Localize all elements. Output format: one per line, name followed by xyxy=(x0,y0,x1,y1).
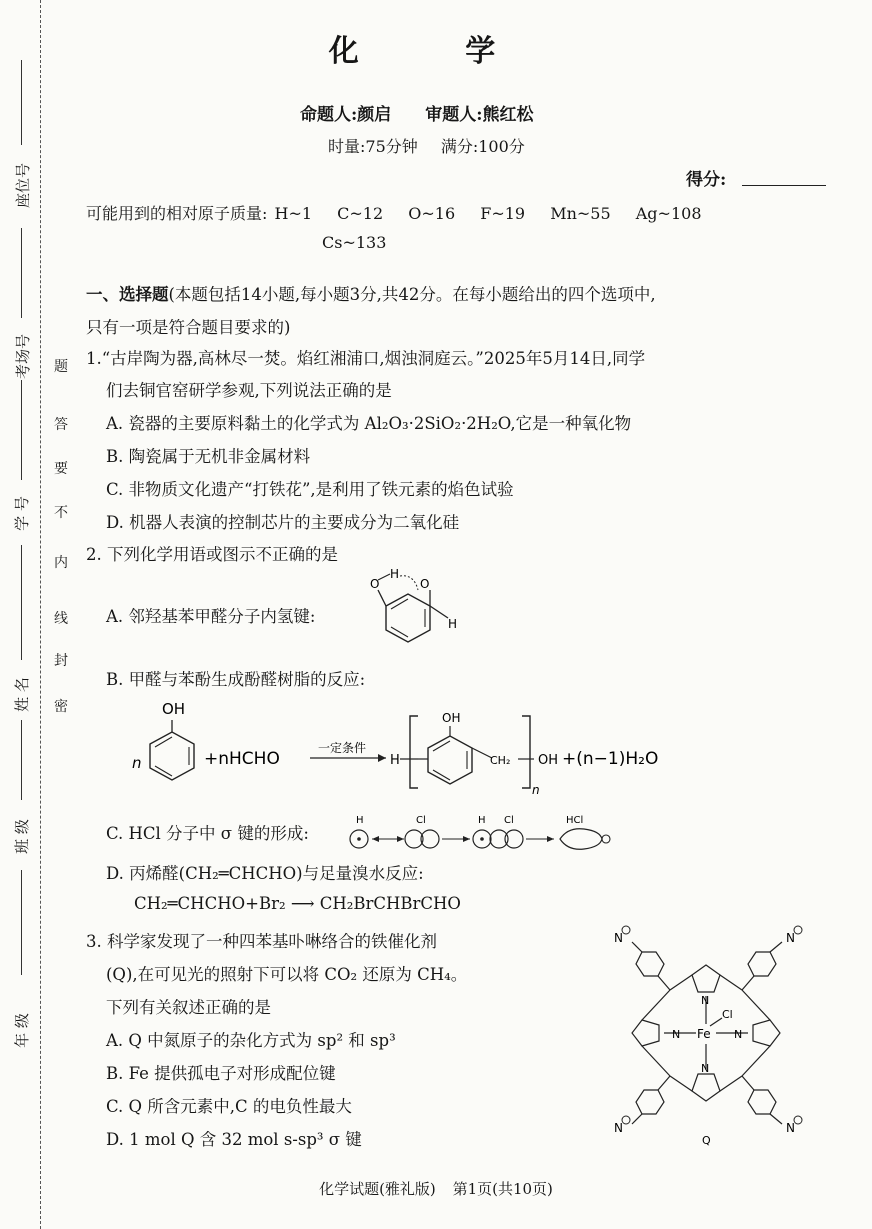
fe-center-label: Fe xyxy=(697,1027,711,1041)
atom-o-label: O xyxy=(370,577,380,591)
time-limit: 时量:75分钟 xyxy=(328,137,418,156)
salicylaldehyde-structure xyxy=(356,568,468,650)
n-label: N xyxy=(734,1028,743,1041)
page-title: 化 学 xyxy=(328,34,544,69)
h-atom-label: H xyxy=(478,815,486,826)
student-id-label: 学 号 xyxy=(12,496,31,531)
n-label: N xyxy=(701,1062,710,1075)
score-label: 得分: xyxy=(686,170,727,190)
q1-stem-line2: 们去铜官窑研学参观,下列说法正确的是 xyxy=(106,381,392,400)
seal-char: 题 xyxy=(54,359,68,375)
repeat-unit-oh: OH xyxy=(442,711,461,725)
seal-char: 密 xyxy=(54,699,68,715)
cut-line xyxy=(40,0,41,1229)
q3-option-b: B. Fe 提供孤电子对形成配位键 xyxy=(106,1064,336,1083)
section-heading xyxy=(86,281,656,305)
seal-char: 线 xyxy=(54,611,68,627)
sigma-bond-formation-diagram xyxy=(344,809,614,855)
ammonium-n-label: N xyxy=(614,931,623,945)
q3-option-a: A. Q 中氮原子的杂化方式为 sp² 和 sp³ xyxy=(106,1031,396,1050)
name-label: 姓 名 xyxy=(12,677,31,712)
section-title: 一、选择题 xyxy=(86,285,169,304)
student-id-fill-line xyxy=(21,380,22,480)
footer-subject: 化学试题(雅礼版) xyxy=(319,1180,436,1198)
h-atom-label: H xyxy=(356,815,364,826)
atomic-masses xyxy=(86,201,722,224)
q1-option-a: A. 瓷器的主要原料黏土的化学式为 Al₂O₃·2SiO₂·2H₂O,它是一种氧化物 xyxy=(106,414,632,433)
seal-char: 封 xyxy=(54,653,68,669)
cl-atom-label: Cl xyxy=(504,815,514,826)
q2-stem: 2. 下列化学用语或图示不正确的是 xyxy=(86,545,338,564)
phenol-oh: OH xyxy=(162,700,186,718)
atomic-mass-item: Mn~55 xyxy=(550,204,611,223)
ammonium-n-label: N xyxy=(786,931,795,945)
q1-option-b: B. 陶瓷属于无机非金属材料 xyxy=(106,447,311,466)
end-h: H xyxy=(390,753,400,768)
q3-stem-line2: (Q),在可见光的照射下可以将 CO₂ 还原为 CH₄。 xyxy=(106,965,468,984)
seal-char: 不 xyxy=(54,505,68,521)
grade-fill-line xyxy=(21,870,22,975)
atomic-mass-item: H~1 xyxy=(274,204,313,223)
reaction-condition: 一定条件 xyxy=(318,741,367,755)
exam-info xyxy=(328,134,543,157)
hcl-label: HCl xyxy=(566,815,584,826)
binding-margin xyxy=(0,0,68,1229)
reactant-hcho: +nHCHO xyxy=(204,749,280,769)
atomic-mass-item: O~16 xyxy=(408,204,456,223)
authors xyxy=(300,100,561,125)
q3-option-d: D. 1 mol Q 含 32 mol s-sp³ σ 键 xyxy=(106,1130,362,1149)
coef-n: n xyxy=(132,754,142,772)
atomic-mass-item: Cs~133 xyxy=(322,233,387,252)
q3-option-c: C. Q 所含元素中,C 的电负性最大 xyxy=(106,1097,352,1116)
figure-label-q: Q xyxy=(702,1134,711,1147)
atom-h-label: H xyxy=(448,617,458,631)
exam-room-label: 考场号 xyxy=(14,333,33,380)
seat-fill-line xyxy=(21,60,22,145)
q2-option-b: B. 甲醛与苯酚生成酚醛树脂的反应: xyxy=(106,670,366,689)
seat-label: 座位号 xyxy=(14,162,33,209)
atom-h-label: H xyxy=(390,568,400,581)
repeat-unit-ch2: CH₂ xyxy=(490,754,511,767)
exam-room-fill-line xyxy=(21,228,22,318)
footer-page-number: 第1页(共10页) xyxy=(452,1180,553,1198)
q2-option-c: C. HCl 分子中 σ 键的形成: xyxy=(106,824,309,843)
n-label: N xyxy=(672,1028,681,1041)
reviewer: 审题人:熊红松 xyxy=(425,105,534,125)
atomic-mass-item: Ag~108 xyxy=(635,204,702,223)
phenolic-resin-equation xyxy=(120,694,720,798)
seal-char: 要 xyxy=(54,461,68,477)
q3-stem: 3. 科学家发现了一种四苯基卟啉络合的铁催化剂 xyxy=(86,932,437,951)
byproduct-water: +(n−1)H₂O xyxy=(562,749,659,769)
degree-n: n xyxy=(532,783,540,797)
class-fill-line xyxy=(21,720,22,800)
cl-atom-label: Cl xyxy=(416,815,426,826)
cl-ligand-label: Cl xyxy=(722,1008,733,1021)
section-desc: (本题包括14小题,每小题3分,共42分。在每小题给出的四个选项中, xyxy=(168,285,656,304)
seal-char: 答 xyxy=(54,417,68,433)
q1-option-c: C. 非物质文化遗产“打铁花”,是利用了铁元素的焰色试验 xyxy=(106,480,514,499)
full-score: 满分:100分 xyxy=(440,137,525,156)
q3-stem-line3: 下列有关叙述正确的是 xyxy=(106,998,271,1017)
q1-option-d: D. 机器人表演的控制芯片的主要成分为二氧化硅 xyxy=(106,513,460,532)
porphyrin-fe-complex-figure xyxy=(592,920,842,1148)
atomic-masses-label: 可能用到的相对原子质量: xyxy=(86,204,268,223)
name-fill-line xyxy=(21,545,22,660)
class-label: 班 级 xyxy=(12,819,31,854)
page-footer xyxy=(0,1178,872,1199)
q2-option-a: A. 邻羟基苯甲醛分子内氢键: xyxy=(106,607,316,626)
q2-option-d-equation: CH₂═CHCHO+Br₂ ⟶ CH₂BrCHBrCHO xyxy=(134,894,461,913)
ammonium-n-label: N xyxy=(786,1121,795,1135)
q2-option-d: D. 丙烯醛(CH₂═CHCHO)与足量溴水反应: xyxy=(106,864,424,883)
proposer: 命题人:颜启 xyxy=(300,105,392,125)
section-desc-line2: 只有一项是符合题目要求的) xyxy=(86,318,291,337)
end-oh: OH xyxy=(538,753,559,768)
ammonium-n-label: N xyxy=(614,1121,623,1135)
grade-label: 年 级 xyxy=(12,1013,31,1048)
n-label: N xyxy=(701,994,710,1007)
atomic-mass-item: F~19 xyxy=(480,204,526,223)
atom-o-label: O xyxy=(420,577,430,591)
atomic-mass-item: C~12 xyxy=(337,204,384,223)
q1-stem: 1.“古岸陶为器,高林尽一焚。焰红湘浦口,烟浊洞庭云。”2025年5月14日,同学 xyxy=(86,349,646,368)
score-fill-line xyxy=(742,185,826,186)
seal-char: 内 xyxy=(54,555,68,571)
